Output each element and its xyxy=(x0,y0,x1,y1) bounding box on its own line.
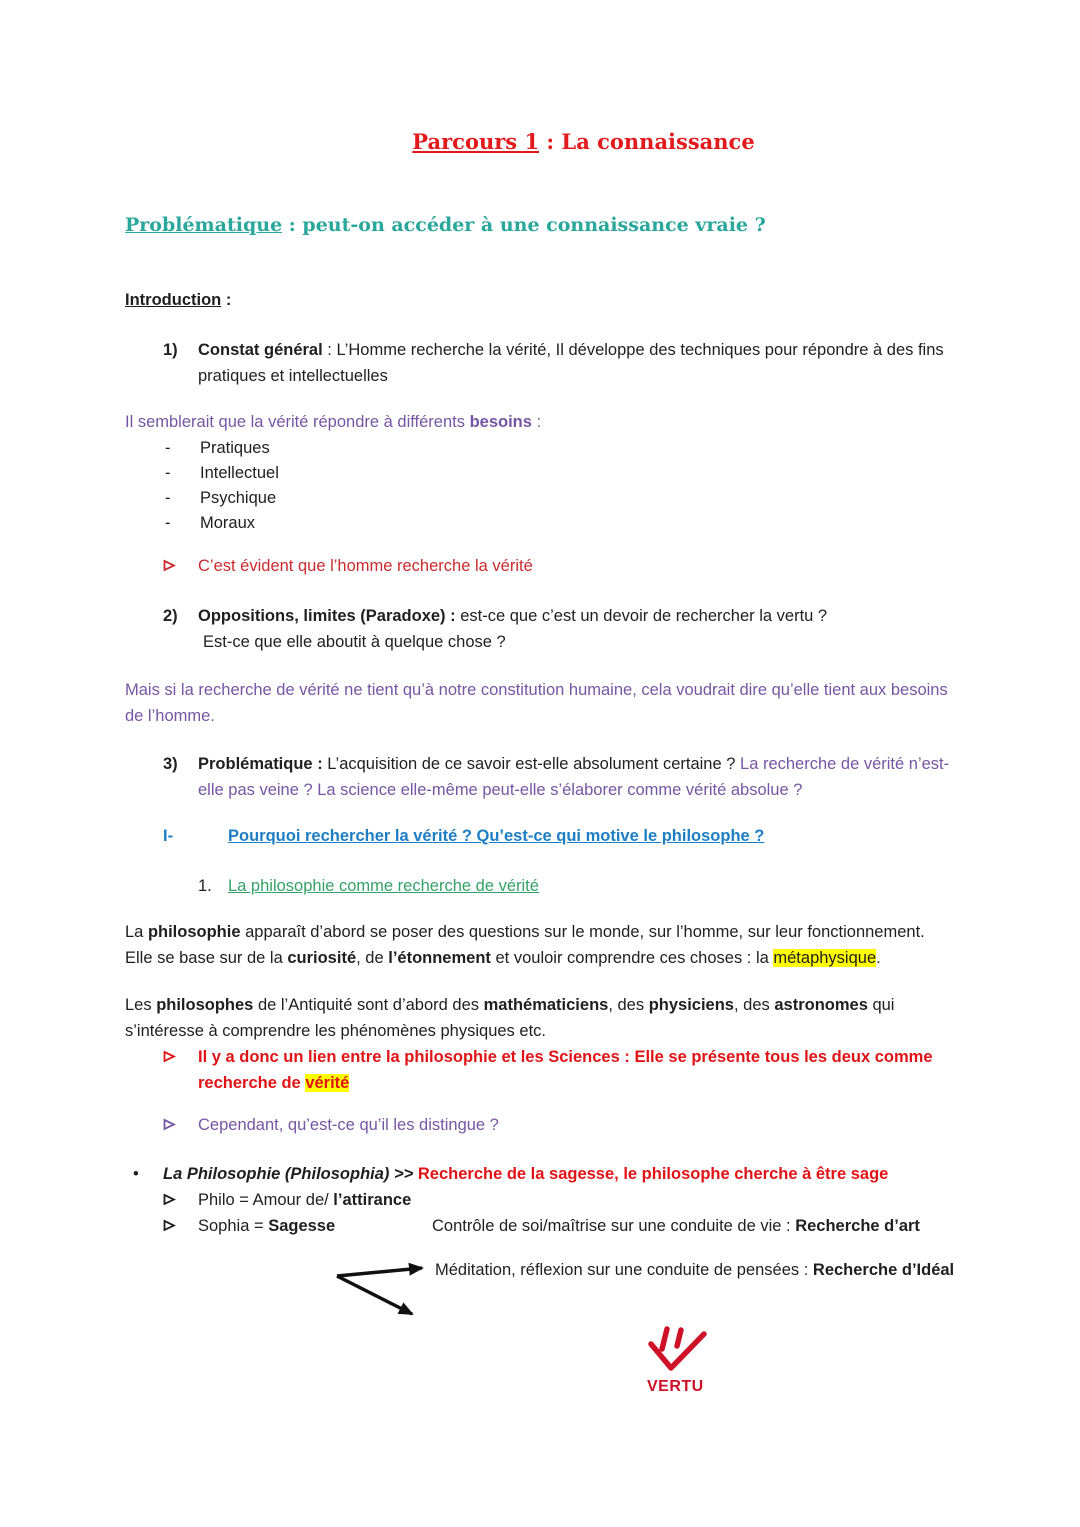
problematique-label: Problématique xyxy=(125,214,283,236)
text-run-bold: physiciens xyxy=(648,996,734,1014)
philo-amour-item xyxy=(125,1187,957,1213)
item-2-lead: Oppositions, limites (Paradoxe) : xyxy=(198,607,456,625)
sophia-text: Sophia = xyxy=(198,1217,269,1235)
text-run: apparaît d’abord se poser des questions sur le monde, sur l’homme, sur leur fonctionnement. xyxy=(240,923,925,941)
besoins-intro-bold: besoins xyxy=(469,413,532,431)
antiquity-paragraph xyxy=(125,992,957,1044)
dash-bullet: - xyxy=(165,489,171,507)
besoins-item-moraux: Moraux xyxy=(200,514,256,532)
controle-line xyxy=(432,1213,962,1239)
item-2-number: 2) xyxy=(163,607,178,625)
doc-title-rest: : La connaissance xyxy=(539,129,755,154)
section-1-title: Pourquoi rechercher la vérité ? Qu’est-ce qui motive le philosophe ? xyxy=(228,827,765,845)
sophia-item xyxy=(125,1213,957,1239)
lien-item xyxy=(125,1044,957,1096)
text-run-bold: philosophie xyxy=(147,923,241,941)
meditation-line xyxy=(435,1257,957,1283)
numbered-item-3 xyxy=(125,751,957,803)
subsection-1-number: 1. xyxy=(198,877,212,895)
highlighted-verite: vérité xyxy=(305,1074,350,1092)
doc-title-underlined: Parcours 1 xyxy=(412,129,540,154)
item-3-number: 3) xyxy=(163,755,178,773)
controle-text: Contrôle de soi/maîtrise sur une conduite de vie : xyxy=(432,1217,796,1235)
text-run-bold: l’étonnement xyxy=(388,949,491,967)
intro-heading-label: Introduction xyxy=(125,291,222,309)
item-1-number: 1) xyxy=(163,341,178,359)
philosophy-paragraph-line1 xyxy=(125,919,957,945)
branch-arrows-icon xyxy=(330,1259,442,1325)
besoins-item-pratiques: Pratiques xyxy=(200,439,270,457)
besoins-intro-colon: : xyxy=(531,413,542,431)
arrow-bullet-icon xyxy=(163,1112,176,1138)
philo-amour-bold: l’attirance xyxy=(333,1191,412,1209)
item-3-lead: Problématique : xyxy=(198,755,323,773)
sophia-bold: Sagesse xyxy=(268,1217,336,1235)
text-run: qui s’intéresse à comprendre les phénomènes physiques etc. xyxy=(125,996,895,1040)
philosophy-paragraph xyxy=(125,919,957,971)
text-run: , des xyxy=(608,996,649,1014)
item-2-line1: est-ce que c’est un devoir de rechercher la vertu ? xyxy=(455,607,828,625)
text-run-bold: astronomes xyxy=(774,996,868,1014)
section-heading-1 xyxy=(125,823,957,849)
subsection-heading-1 xyxy=(125,873,957,899)
subsection-1-title: La philosophie comme recherche de vérité xyxy=(228,877,539,895)
text-run: Les xyxy=(125,996,157,1014)
besoins-intro-text: Il semblerait que la vérité répondre à différents xyxy=(125,413,470,431)
text-run-bold: curiosité xyxy=(287,949,357,967)
list-item xyxy=(125,436,957,461)
meditation-text: Méditation, réflexion sur une conduite de pensées : xyxy=(435,1261,813,1279)
item-3-purple-text: La recherche de vérité n’est-elle pas veine ? La science elle-même peut-elle s’élaborer comme vérité absolue ? xyxy=(198,755,950,799)
controle-bold: Recherche d’art xyxy=(795,1217,920,1235)
besoins-item-intellectuel: Intellectuel xyxy=(200,464,279,482)
intro-heading-colon: : xyxy=(221,291,232,309)
philosophia-lead: La Philosophie (Philosophia) >> xyxy=(163,1165,418,1183)
text-run-bold: mathématiciens xyxy=(483,996,609,1014)
numbered-item-1 xyxy=(125,337,957,389)
philosophia-item xyxy=(125,1161,957,1187)
dash-bullet: - xyxy=(165,514,171,532)
vertu-label: VERTU xyxy=(647,1378,704,1395)
dot-bullet: • xyxy=(133,1165,139,1183)
arrow-bullet-icon xyxy=(163,1187,176,1213)
text-run: et vouloir comprendre ces choses : la xyxy=(490,949,774,967)
down-arrow-icon xyxy=(646,1326,712,1378)
besoins-item-psychique: Psychique xyxy=(200,489,277,507)
text-run: . xyxy=(876,949,881,967)
philosophia-red-text: Recherche de la sagesse, le philosophe cherche à être sage xyxy=(417,1165,889,1183)
evident-item xyxy=(125,553,957,579)
arrow-bullet-icon xyxy=(163,1213,176,1239)
highlighted-metaphysique: métaphysique xyxy=(773,949,877,967)
text-run: , des xyxy=(733,996,775,1014)
evident-text: C’est évident que l’homme recherche la vérité xyxy=(198,557,533,575)
besoins-intro xyxy=(125,409,957,435)
arrow-bullet-icon xyxy=(163,553,176,579)
arrow-bullet-icon xyxy=(163,1044,176,1070)
philosophy-paragraph-line2 xyxy=(125,945,957,971)
dash-bullet: - xyxy=(165,439,171,457)
numbered-item-2 xyxy=(125,603,957,655)
problematique-line xyxy=(125,212,957,238)
item-2-line2: Est-ce que elle aboutit à quelque chose ? xyxy=(203,633,506,651)
intro-heading xyxy=(125,287,957,313)
item-1-lead: Constat général xyxy=(198,341,323,359)
text-run-bold: philosophes xyxy=(156,996,254,1014)
text-run: de l’Antiquité sont d’abord des xyxy=(253,996,484,1014)
problematique-text: : peut-on accéder à une connaissance vraie ? xyxy=(282,214,766,236)
lien-text: Il y a donc un lien entre la philosophie et les Sciences : Elle se présente tous les deux comme recherche de xyxy=(198,1048,933,1092)
besoins-list xyxy=(125,436,957,536)
list-item xyxy=(125,511,957,536)
text-run: Elle se base sur de la xyxy=(125,949,288,967)
philo-amour-text: Philo = Amour de/ xyxy=(198,1191,334,1209)
dash-bullet: - xyxy=(165,464,171,482)
section-1-numeral: I- xyxy=(163,827,174,845)
cependant-item xyxy=(125,1112,957,1138)
text-run: La xyxy=(125,923,148,941)
doc-title xyxy=(125,128,957,156)
text-run: , de xyxy=(356,949,389,967)
constitution-paragraph: Mais si la recherche de vérité ne tient qu’à notre constitution humaine, cela voudrait dire qu’elle tient aux besoins de l’homme. xyxy=(125,681,948,725)
item-3-black-text: L’acquisition de ce savoir est-elle absolument certaine ? xyxy=(322,755,741,773)
document-content xyxy=(125,0,957,1283)
list-item xyxy=(125,461,957,486)
list-item xyxy=(125,486,957,511)
meditation-bold: Recherche d’Idéal xyxy=(812,1261,955,1279)
cependant-text: Cependant, qu’est-ce qu’il les distingue ? xyxy=(198,1116,499,1134)
item-1-text: : L’Homme recherche la vérité, Il développe des techniques pour répondre à des fins pratiques et intellectuelles xyxy=(198,341,944,385)
